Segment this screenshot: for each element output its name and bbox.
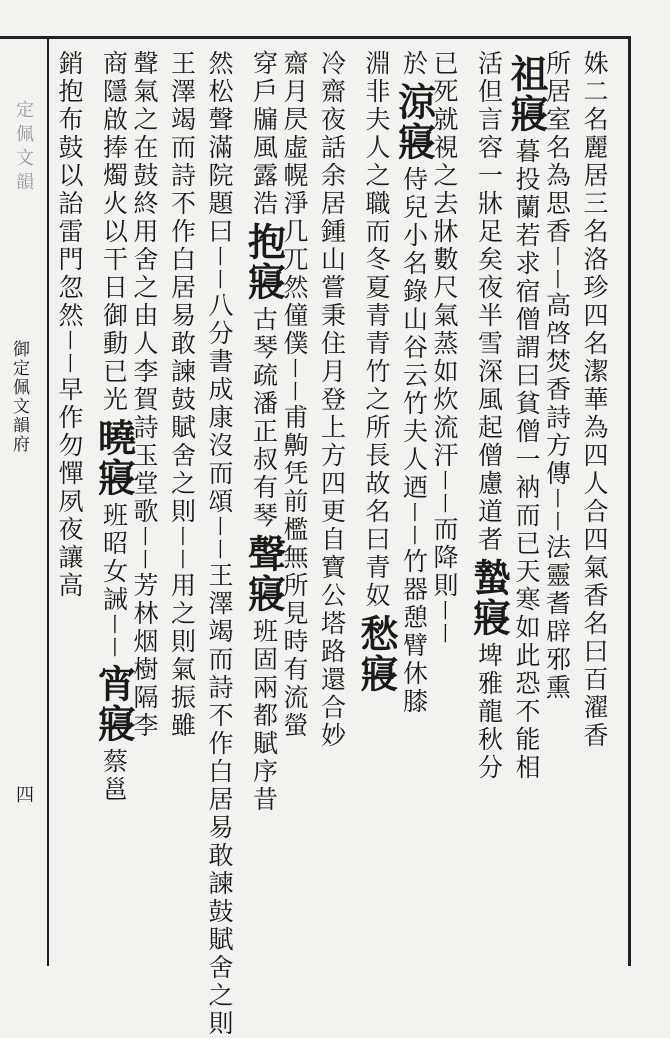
repeat-mark: 丨丨 <box>169 526 194 572</box>
right-border-line <box>628 36 631 966</box>
repeat-mark: 丨丨 <box>207 516 231 562</box>
entry-headword: 聲寢 <box>241 534 287 614</box>
repeat-mark: 丨丨 <box>432 600 456 646</box>
text-run: 法靈耆辟邪熏 <box>542 534 572 702</box>
text-run: 芳林烟樹隔李 <box>130 572 159 740</box>
text-run: 王澤竭而詩不作白居易敢諫鼓賦舍之則 <box>205 562 234 1038</box>
text-run: 商隱啟捧燭火以干日御動已光 <box>99 50 129 414</box>
text-column <box>466 50 512 782</box>
repeat-mark: 丨丨 <box>401 502 426 548</box>
text-run: 班固兩都賦序昔 <box>249 618 279 814</box>
text-column <box>391 50 437 716</box>
text-run: 淵 <box>362 50 391 78</box>
text-run: 暮投蘭若求宿僧謂曰貧僧一衲而已天寒如此恐不能相 <box>512 138 541 782</box>
text-run: 冷齋夜話余居鍾山嘗秉住月登上方四更自寶公塔路還合妙 <box>317 50 347 750</box>
entry-headword: 愁寢 <box>354 614 399 694</box>
text-run: 所居室名為思香 <box>542 50 572 246</box>
text-run: 然松聲滿院 <box>205 50 234 190</box>
text-run: 高啓焚香詩方傳 <box>542 292 572 488</box>
repeat-mark: 丨丨 <box>432 470 456 516</box>
bleed-through-text: 定佩文韻 <box>13 100 34 196</box>
text-column <box>317 50 347 750</box>
text-column <box>582 50 607 750</box>
text-run: 已死就視之去牀數尺氣蒸如炊流汗 <box>430 50 459 470</box>
text-run: 而降則 <box>430 516 459 600</box>
text-run: 王澤竭而詩不作白居易敢諫鼓賦舍之則 <box>167 50 197 526</box>
repeat-mark: 丨丨 <box>132 526 156 572</box>
text-run: 穿戶牖風露浩 <box>249 50 279 218</box>
entry-headword: 曉寢 <box>91 418 137 498</box>
text-run: 古琴疏潘正叔有琴 <box>249 306 279 530</box>
text-run: 讓高 <box>55 544 84 600</box>
repeat-mark: 丨丨 <box>544 488 569 534</box>
text-run: 八分書 <box>205 292 234 376</box>
repeat-mark: 丨丨 <box>101 614 126 660</box>
center-fold-line <box>47 36 49 966</box>
text-run: 活但言容一牀足矣夜半雪深風起僧慮道者 <box>474 50 504 554</box>
text-run: 聲氣之在鼓終用舍之由人李賀詩玉堂歌 <box>130 50 159 526</box>
text-column <box>542 50 572 702</box>
text-column <box>504 50 549 782</box>
text-column <box>282 50 307 740</box>
entry-headword: 蟄寢 <box>466 558 512 638</box>
text-run: 齋月昃虛幌淨几兀然僮僕 <box>280 50 309 358</box>
text-run: 蔡邕 <box>99 748 129 804</box>
text-column <box>132 50 157 740</box>
entry-headword: 涼寢 <box>391 82 437 162</box>
repeat-mark: 丨丨 <box>282 358 306 404</box>
text-run: 銷抱布鼓以詒雷門忽然 <box>55 50 84 330</box>
text-run: 甫齁凭前檻無所見時有流螢 <box>280 404 309 740</box>
entry-headword: 宵寢 <box>91 664 137 744</box>
top-border-line <box>0 36 630 39</box>
fold-margin <box>6 40 42 940</box>
text-run: 姝二名麗居三名洛珍四名潔華為四人合四氣香名曰百濯香 <box>580 50 609 750</box>
text-run: 竹器憩臂休膝 <box>399 548 429 716</box>
repeat-mark: 丨丨 <box>544 246 569 292</box>
text-run: 早作勿憚夙夜 <box>55 376 84 544</box>
entry-headword: 祖寢 <box>504 54 549 134</box>
text-run: 用之則氣振雖 <box>167 572 197 740</box>
text-column <box>167 50 197 740</box>
text-column <box>57 50 82 600</box>
text-run: 成康沒而頌 <box>205 376 234 516</box>
repeat-mark: 丨丨 <box>207 246 231 292</box>
text-run: 非夫人之職而冬夏青青竹之所長故名曰青奴 <box>362 78 391 610</box>
text-run: 埤雅龍秋分 <box>474 642 504 782</box>
text-run: 侍兒小名錄山谷云竹夫人迺 <box>399 166 429 502</box>
text-column <box>354 50 399 698</box>
text-column <box>207 50 232 1038</box>
entry-headword: 抱寢 <box>241 222 287 302</box>
page-number: 四 <box>13 785 34 803</box>
text-run: 於 <box>399 50 429 78</box>
text-run: 題曰 <box>205 190 234 246</box>
text-run: 班昭女誡 <box>99 502 129 614</box>
book-title: 御定佩文韻府 <box>9 340 29 454</box>
text-column <box>91 50 137 804</box>
text-column <box>241 50 287 814</box>
repeat-mark: 丨丨 <box>57 330 81 376</box>
